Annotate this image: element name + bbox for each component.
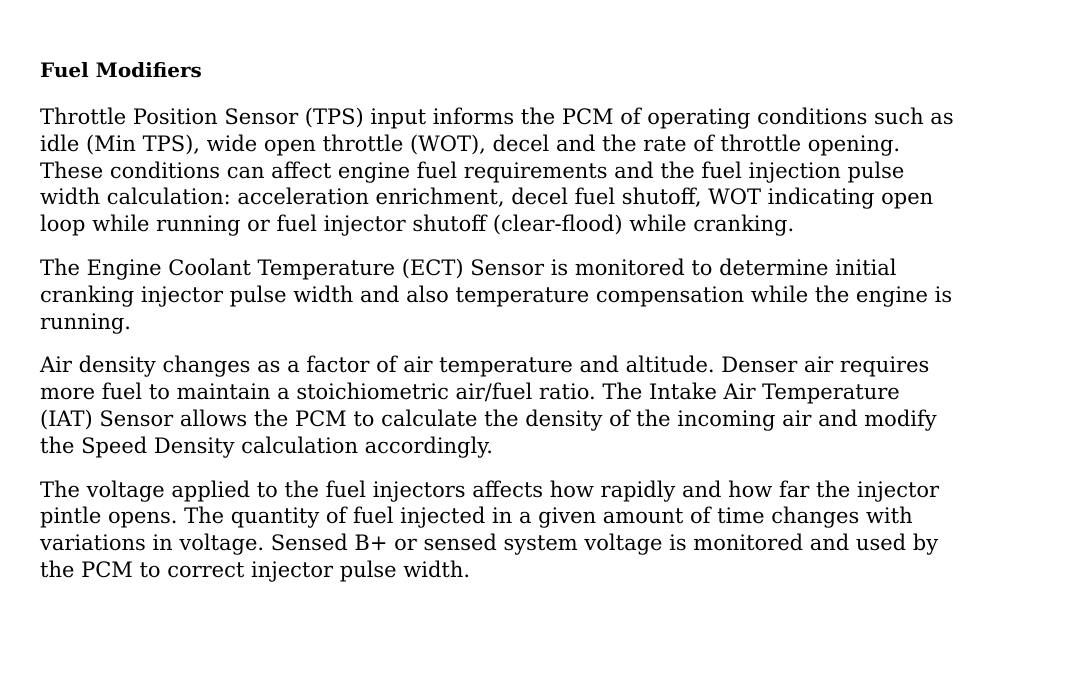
paragraph-line: The voltage applied to the fuel injectors affects how rapidly and how far the injector <box>40 477 940 502</box>
paragraph-line: idle (Min TPS), wide open throttle (WOT), decel and the rate of throttle opening. <box>40 131 901 156</box>
paragraph-voltage <box>40 477 1040 584</box>
paragraph-line: running. <box>40 309 131 334</box>
paragraph-line: the Speed Density calculation accordingly. <box>40 433 493 458</box>
paragraph-air-density <box>40 352 1040 459</box>
paragraph-line: Air density changes as a factor of air temperature and altitude. Denser air requires <box>40 353 930 378</box>
paragraph-ect <box>40 255 1040 335</box>
section-heading: Fuel Modifiers <box>40 58 202 82</box>
paragraph-line: cranking injector pulse width and also temperature compensation while the engine is <box>40 282 953 307</box>
paragraph-line: (IAT) Sensor allows the PCM to calculate the density of the incoming air and modify <box>40 406 937 431</box>
paragraph-line: more fuel to maintain a stoichiometric air/fuel ratio. The Intake Air Temperature <box>40 380 900 405</box>
paragraph-line: the PCM to correct injector pulse width. <box>40 557 471 582</box>
paragraph-tps <box>40 104 1040 238</box>
paragraph-line: pintle opens. The quantity of fuel injected in a given amount of time changes with <box>40 504 913 529</box>
paragraph-line: These conditions can affect engine fuel requirements and the fuel injection pulse <box>40 158 905 183</box>
paragraph-line: width calculation: acceleration enrichment, decel fuel shutoff, WOT indicating open <box>40 185 934 210</box>
paragraph-line: The Engine Coolant Temperature (ECT) Sensor is monitored to determine initial <box>40 255 897 280</box>
paragraph-line: loop while running or fuel injector shutoff (clear-flood) while cranking. <box>40 212 795 237</box>
paragraph-line: variations in voltage. Sensed B+ or sensed system voltage is monitored and used by <box>40 531 939 556</box>
paragraph-line: Throttle Position Sensor (TPS) input informs the PCM of operating conditions such as <box>40 105 954 129</box>
document-page <box>40 56 1040 601</box>
